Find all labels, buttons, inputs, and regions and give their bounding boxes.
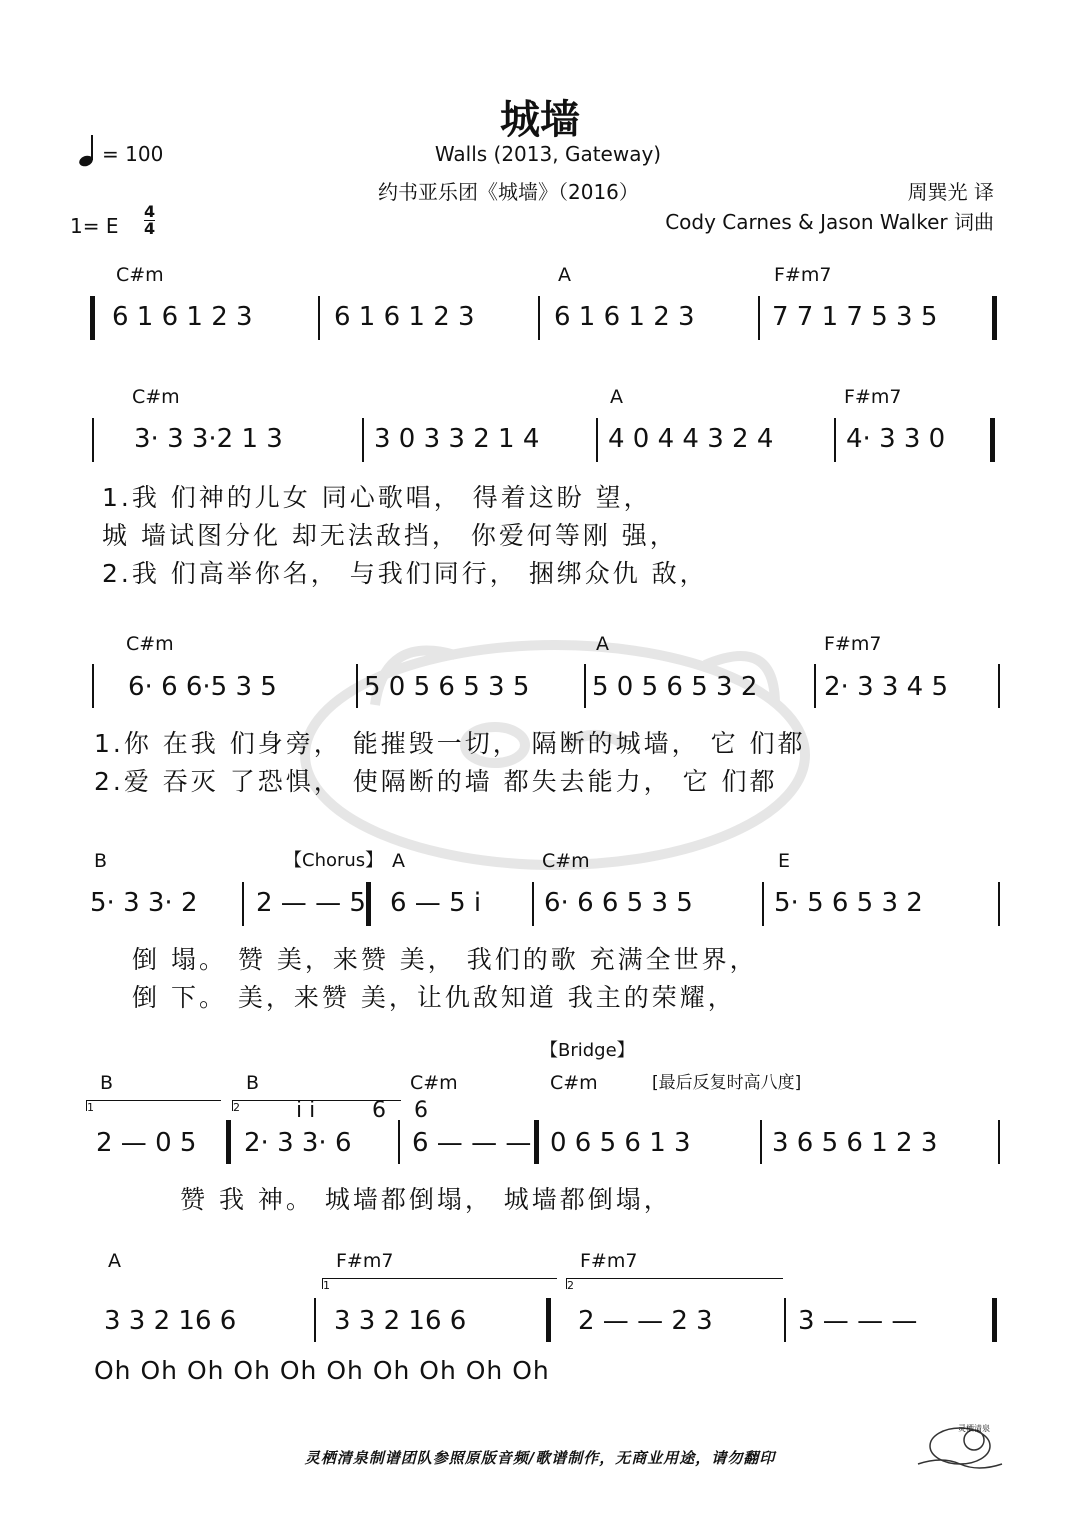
- chord-label: A: [108, 1250, 121, 1272]
- measure-notes: 0 6 5 6 1 3: [550, 1128, 691, 1158]
- barline: [814, 664, 816, 708]
- chord-label: F#m7: [824, 633, 882, 655]
- chord-label: B: [246, 1072, 260, 1094]
- barline: [758, 296, 760, 340]
- chord-label: C#m: [132, 386, 180, 408]
- barline: [538, 296, 540, 340]
- lyric-line: 城 墙试图分化 却无法敌挡， 你爱何等刚 强，: [102, 521, 678, 550]
- barline: [242, 882, 244, 926]
- album-info: 约书亚乐团《城墙》（2016）: [378, 180, 639, 204]
- barline: [998, 664, 1000, 708]
- barline: [398, 1120, 400, 1164]
- footer-note: 灵栖清泉制谱团队参照原版音频/歌谱制作，无商业用途，请勿翻印: [304, 1449, 776, 1467]
- key-signature: 1= E: [70, 214, 119, 238]
- repeat-end-barline: [990, 418, 995, 462]
- first-ending-bracket: 1: [86, 1100, 221, 1111]
- measure-notes: 6 1 6 1 2 3: [334, 302, 475, 332]
- measure-notes: 2 — 0 5: [96, 1128, 197, 1158]
- subtitle: Walls (2013, Gateway): [434, 142, 662, 166]
- composer-credit: Cody Carnes & Jason Walker 词曲: [665, 210, 994, 234]
- chord-label: C#m: [410, 1072, 458, 1094]
- barline: [584, 664, 586, 708]
- measure-notes: 3 6 5 6 1 2 3: [772, 1128, 938, 1158]
- chord-label: A: [610, 386, 623, 408]
- measure-notes: 6 — — —: [412, 1128, 532, 1158]
- translator-credit: 周巽光 译: [907, 180, 994, 204]
- barline: [314, 1298, 316, 1342]
- repeat-start-barline: [534, 1120, 539, 1164]
- measure-notes: 3 — — —: [798, 1306, 918, 1336]
- second-ending-bracket: 2: [566, 1278, 783, 1289]
- chord-label: A: [558, 264, 571, 286]
- barline: [596, 418, 598, 462]
- chord-label: A: [392, 850, 405, 872]
- tempo-marking: = 100: [102, 142, 164, 166]
- repeat-start-barline: [366, 882, 371, 926]
- measure-notes: 2 — — 2 3: [578, 1306, 713, 1336]
- repeat-end-barline: [226, 1120, 231, 1164]
- lyric-line: 2.我 们高举你名， 与我们同行， 捆绑众仇 敌，: [102, 559, 708, 588]
- measure-notes: 3 0 3 3 2 1 4: [374, 424, 540, 454]
- measure-notes: 2 — — 5: [256, 888, 366, 918]
- barline: [532, 882, 534, 926]
- measure-notes: 5 0 5 6 5 3 2: [592, 672, 758, 702]
- barline: [92, 418, 94, 462]
- chord-label: A: [596, 633, 609, 655]
- measure-notes: 6 1 6 1 2 3: [112, 302, 253, 332]
- barline: [762, 882, 764, 926]
- measure-notes: 7 7 1 7 5 3 5: [772, 302, 938, 332]
- first-ending-bracket: 1: [322, 1278, 557, 1289]
- measure-notes: 4· 3 3 0: [846, 424, 946, 454]
- chord-label: F#m7: [580, 1250, 638, 1272]
- measure-notes: 3 3 2 16 6: [334, 1306, 467, 1336]
- barline: [784, 1298, 786, 1342]
- chord-label: C#m: [550, 1072, 598, 1094]
- measure-notes: 5· 3 3· 2: [90, 888, 198, 918]
- upper-voice-notes: 6: [372, 1098, 386, 1123]
- section-marker: 【Bridge】: [540, 1040, 635, 1061]
- time-signature: 4 4: [144, 202, 156, 238]
- upper-voice-notes: i i: [296, 1098, 316, 1123]
- chord-label: F#m7: [336, 1250, 394, 1272]
- barline: [318, 296, 320, 340]
- barline: [92, 664, 94, 708]
- lyric-line: 倒 塌。 赞 美，来赞 美， 我们的歌 充满全世界，: [132, 945, 758, 974]
- measure-notes: 4 0 4 4 3 2 4: [608, 424, 774, 454]
- measure-notes: 2· 3 3· 6: [244, 1128, 352, 1158]
- chord-label: F#m7: [844, 386, 902, 408]
- measure-notes: 5· 5 6 5 3 2: [774, 888, 923, 918]
- chord-label: F#m7: [774, 264, 832, 286]
- measure-notes: 6· 6 6 5 3 5: [544, 888, 693, 918]
- second-ending-bracket: 2: [232, 1100, 401, 1111]
- final-barline: [992, 1298, 997, 1342]
- repeat-end-barline: [546, 1298, 551, 1342]
- measure-notes: 6· 6 6·5 3 5: [128, 672, 277, 702]
- lyric-line: 赞 我 神。 城墙都倒塌， 城墙都倒塌，: [180, 1185, 672, 1214]
- section-marker: 【Chorus】: [284, 850, 384, 871]
- publisher-logo-text: 灵栖清泉: [958, 1424, 990, 1433]
- measure-notes: 3· 3 3·2 1 3: [134, 424, 283, 454]
- repeat-end-barline: [992, 296, 997, 340]
- measure-notes: 6 — 5 i: [390, 888, 482, 918]
- measure-notes: 3 3 2 16 6: [104, 1306, 237, 1336]
- lyric-line: Oh Oh Oh Oh Oh Oh Oh Oh Oh Oh: [94, 1356, 550, 1385]
- chord-label: C#m: [542, 850, 590, 872]
- chord-label: B: [94, 850, 108, 872]
- lyric-line: 1.你 在我 们身旁， 能摧毁一切， 隔断的城墙， 它 们都: [94, 729, 806, 758]
- song-title: 城墙: [500, 97, 580, 143]
- lyric-line: 倒 下。 美，来赞 美，让仇敌知道 我主的荣耀，: [132, 983, 736, 1012]
- repeat-start-barline: [90, 296, 95, 340]
- chord-label: B: [100, 1072, 114, 1094]
- barline: [760, 1120, 762, 1164]
- measure-notes: 2· 3 3 4 5: [824, 672, 949, 702]
- lyric-line: 2.爱 吞灭 了恐惧， 使隔断的墙 都失去能力， 它 们都: [94, 767, 778, 796]
- performance-note: [最后反复时高八度]: [652, 1073, 802, 1093]
- barline: [998, 882, 1000, 926]
- measure-notes: 6 1 6 1 2 3: [554, 302, 695, 332]
- lyric-line: 1.我 们神的儿女 同心歌唱， 得着这盼 望，: [102, 483, 652, 512]
- barline: [998, 1120, 1000, 1164]
- chord-label: C#m: [116, 264, 164, 286]
- chord-label: E: [778, 850, 791, 872]
- barline: [362, 418, 364, 462]
- chord-label: C#m: [126, 633, 174, 655]
- barline: [834, 418, 836, 462]
- barline: [356, 664, 358, 708]
- upper-voice-notes: 6: [414, 1098, 428, 1123]
- measure-notes: 5 0 5 6 5 3 5: [364, 672, 530, 702]
